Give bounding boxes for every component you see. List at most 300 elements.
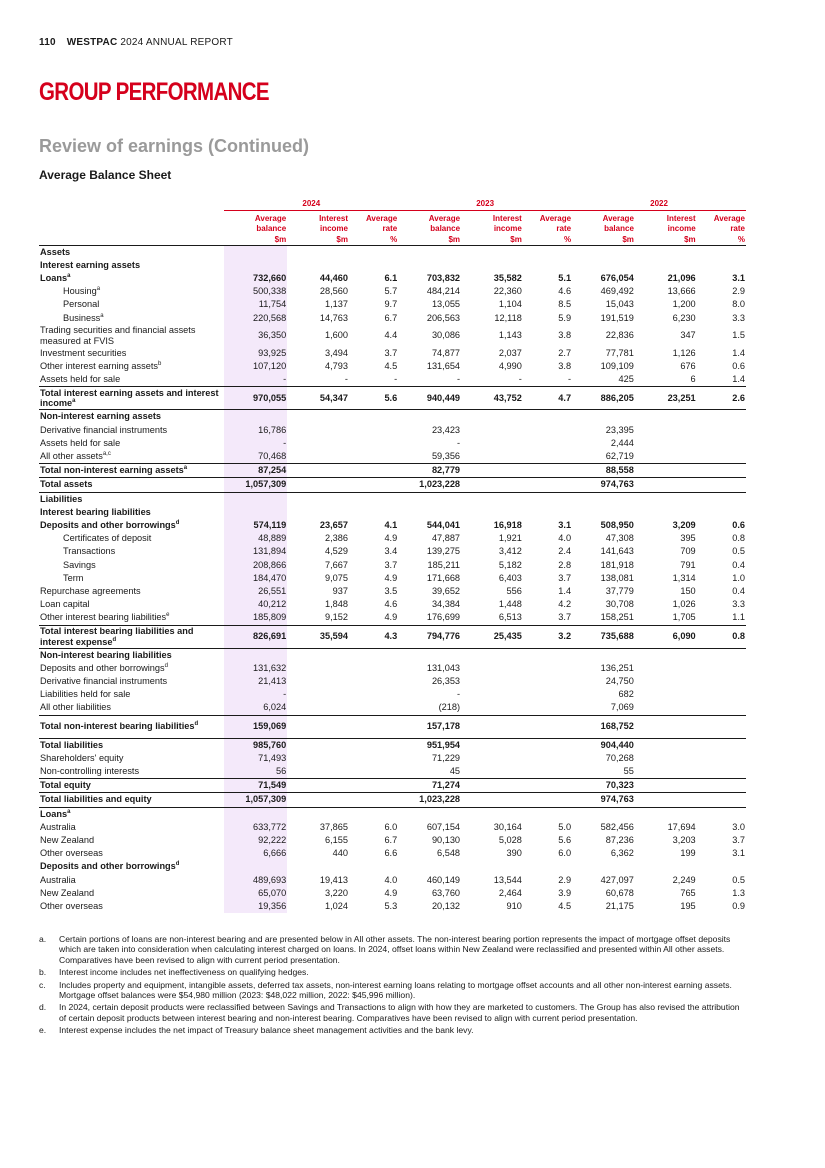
- table-cell: 6,403: [498, 572, 522, 583]
- table-row: [39, 874, 746, 887]
- table-cell: [349, 807, 398, 821]
- table-row: [39, 765, 746, 779]
- page-header: [39, 37, 233, 48]
- table-cell: 4.0: [384, 874, 398, 885]
- table-cell: 55: [623, 766, 634, 776]
- table-cell: 87,254: [224, 464, 287, 478]
- table-cell: [349, 648, 398, 662]
- table-cell: [523, 779, 572, 793]
- table-cell: 1,024: [324, 901, 348, 912]
- column-header-l1: Interest: [666, 214, 696, 223]
- table-cell: 460,149: [426, 874, 461, 885]
- table-cell: 70,323: [572, 779, 635, 793]
- table-cell: 6,513: [498, 612, 522, 623]
- row-label: [39, 298, 224, 311]
- row-label-text: Repurchase agreements: [40, 585, 141, 596]
- table-cell: [224, 648, 287, 662]
- table-cell: [287, 464, 349, 478]
- table-cell: 4,529: [324, 546, 348, 557]
- table-cell: [349, 450, 398, 464]
- row-label: [39, 387, 224, 410]
- table-cell: -: [224, 688, 287, 701]
- table-cell: [349, 437, 398, 450]
- table-cell: 3.4: [384, 546, 398, 557]
- table-cell: 2,249: [672, 874, 696, 885]
- column-header: [349, 211, 398, 246]
- column-header-l1: Average: [254, 214, 287, 223]
- row-label-text: All other assets: [40, 450, 103, 461]
- table-cell: [349, 765, 398, 779]
- table-cell: 23,423: [431, 424, 461, 435]
- table-cell: -: [568, 374, 572, 385]
- table-row: [39, 738, 746, 752]
- table-cell: 7,069: [610, 702, 634, 713]
- row-label: [39, 478, 224, 492]
- row-label-text: Non-controlling interests: [40, 766, 140, 776]
- column-header-l2: balance: [256, 223, 287, 233]
- row-label: [39, 506, 224, 519]
- column-header-l1: Average: [365, 214, 398, 223]
- table-cell: 90,130: [431, 835, 461, 846]
- row-label: [39, 360, 224, 373]
- table-row: [39, 779, 746, 793]
- column-header: [398, 211, 461, 246]
- table-cell: 22,360: [493, 286, 522, 297]
- table-cell: [461, 478, 523, 492]
- table-cell: [523, 245, 572, 259]
- table-cell: 159,069: [224, 715, 287, 738]
- table-cell: [697, 450, 746, 464]
- table-cell: 92,222: [224, 834, 287, 847]
- table-cell: 22,836: [605, 330, 634, 341]
- row-label: [39, 821, 224, 834]
- table-cell: 3.3: [732, 599, 745, 610]
- row-label: [39, 424, 224, 437]
- footnote-marker: d: [194, 721, 199, 728]
- table-row: [39, 410, 746, 424]
- table-cell: [523, 715, 572, 738]
- table-cell: 4.2: [558, 599, 572, 610]
- row-label: [39, 834, 224, 847]
- footnote-text: Certain portions of loans are non-interest bearing and are presented below in All other assets. The non-interest bearing portion represents the impact of mortgage offset deposits which are taken into consideration when calculating interest charged on loans. In 2024, offset loans within New Zealand were reclassified and presented within All other assets. Comparatives have been revised to align with current period presentation.: [59, 934, 731, 965]
- row-label-text: All other liabilities: [40, 702, 111, 713]
- table-cell: 13,544: [493, 874, 522, 885]
- table-cell: 109,109: [600, 360, 634, 371]
- table-cell: 8.5: [558, 299, 572, 310]
- footnote-key: c.: [39, 979, 46, 990]
- table-cell: 4.3: [349, 625, 398, 648]
- table-row: [39, 298, 746, 311]
- table-cell: -: [344, 374, 348, 385]
- column-header-l2: rate: [382, 223, 398, 233]
- row-label-text: Total liabilities: [40, 739, 104, 750]
- table-cell: [287, 715, 349, 738]
- table-cell: 484,214: [426, 286, 461, 297]
- table-cell: 3,209: [672, 519, 696, 530]
- table-row: [39, 887, 746, 900]
- table-cell: [697, 675, 746, 688]
- table-cell: 171,668: [426, 572, 461, 583]
- table-cell: 87,236: [605, 835, 634, 846]
- table-cell: 19,413: [319, 874, 348, 885]
- table-cell: [461, 860, 523, 873]
- table-cell: 390: [506, 848, 522, 859]
- year-header-2023: 2023: [398, 198, 572, 211]
- table-cell: [635, 793, 697, 807]
- table-cell: 8.0: [732, 299, 745, 310]
- table-cell: 3.8: [558, 360, 572, 371]
- table-cell: 19,356: [224, 900, 287, 913]
- table-cell: [287, 675, 349, 688]
- table-cell: [697, 492, 746, 506]
- table-row: [39, 793, 746, 807]
- table-cell: 220,568: [224, 312, 287, 325]
- table-cell: 6.6: [384, 848, 398, 859]
- table-cell: [697, 807, 746, 821]
- table-cell: 6.7: [384, 835, 398, 846]
- table-cell: [635, 492, 697, 506]
- row-label: [39, 765, 224, 779]
- table-cell: 35,594: [287, 625, 349, 648]
- table-cell: (218): [438, 702, 461, 713]
- table-cell: 23,395: [605, 424, 634, 435]
- table-cell: 77,781: [605, 347, 634, 358]
- table-cell: 676,054: [600, 272, 634, 283]
- table-cell: 21,096: [667, 272, 696, 283]
- table-row: [39, 648, 746, 662]
- table-cell: [287, 688, 349, 701]
- table-cell: 791: [680, 559, 696, 570]
- table-cell: 1.0: [732, 572, 745, 583]
- table-cell: 2,444: [610, 437, 634, 448]
- table-cell: [523, 437, 572, 450]
- table-cell: [287, 793, 349, 807]
- table-cell: [224, 506, 287, 519]
- table-cell: 131,894: [224, 545, 287, 558]
- table-cell: [635, 648, 697, 662]
- page-subtitle: Review of earnings (Continued): [39, 136, 310, 156]
- row-label-text: Total interest earning assets and interest income: [40, 387, 219, 409]
- row-label: [39, 662, 224, 675]
- table-cell: 3.1: [732, 848, 745, 859]
- table-cell: 107,120: [224, 360, 287, 373]
- table-cell: 88,558: [572, 464, 635, 478]
- table-cell: [635, 675, 697, 688]
- table-cell: [461, 662, 523, 675]
- row-label: [39, 887, 224, 900]
- table-cell: [349, 752, 398, 765]
- table-cell: 1,921: [498, 533, 522, 544]
- table-cell: 20,132: [431, 901, 461, 912]
- table-cell: 44,460: [319, 272, 348, 283]
- row-label: [39, 715, 224, 738]
- table-cell: 951,954: [398, 738, 461, 752]
- table-cell: 1,126: [672, 347, 696, 358]
- row-label-text: Loans: [40, 272, 68, 283]
- table-cell: 185,809: [224, 611, 287, 625]
- table-cell: [287, 437, 349, 450]
- table-cell: 703,832: [426, 272, 461, 283]
- row-label: [39, 793, 224, 807]
- table-row: [39, 272, 746, 285]
- row-label: [39, 410, 224, 424]
- table-cell: [635, 860, 697, 873]
- column-header-unit: $m: [274, 235, 287, 244]
- table-cell: 6,666: [224, 847, 287, 860]
- table-row: [39, 464, 746, 478]
- table-cell: 4.6: [558, 286, 572, 297]
- table-cell: 16,918: [493, 519, 522, 530]
- table-cell: 2,386: [324, 533, 348, 544]
- table-cell: 3.3: [732, 312, 745, 323]
- row-label: [39, 272, 224, 285]
- row-label: [39, 874, 224, 887]
- table-cell: 794,776: [398, 625, 461, 648]
- column-header: [287, 211, 349, 246]
- table-cell: [523, 259, 572, 272]
- table-cell: [635, 259, 697, 272]
- label-column-header: [39, 198, 224, 211]
- table-row: [39, 347, 746, 360]
- table-title: Average Balance Sheet: [39, 168, 172, 182]
- table-cell: 6,230: [672, 312, 696, 323]
- table-cell: 141,643: [600, 546, 634, 557]
- column-header-unit: %: [390, 235, 398, 244]
- column-header-l1: Interest: [319, 214, 348, 223]
- table-cell: [398, 860, 461, 873]
- table-cell: [523, 464, 572, 478]
- row-label-text: Total non-interest bearing liabilities: [40, 721, 195, 732]
- row-label-text: Australia: [40, 821, 76, 832]
- table-cell: [461, 648, 523, 662]
- table-cell: [461, 752, 523, 765]
- table-cell: 1.4: [732, 374, 745, 385]
- row-label: [39, 585, 224, 598]
- row-label: [39, 648, 224, 662]
- table-cell: [523, 492, 572, 506]
- row-label-text: Total assets: [40, 479, 93, 490]
- table-cell: [349, 675, 398, 688]
- row-label: [39, 625, 224, 648]
- table-cell: 970,055: [224, 387, 287, 410]
- table-cell: 395: [680, 533, 696, 544]
- table-cell: [697, 410, 746, 424]
- table-cell: [635, 701, 697, 715]
- row-label-text: Business: [63, 312, 101, 323]
- column-header: [224, 211, 287, 246]
- table-cell: 30,086: [431, 330, 461, 341]
- table-cell: 0.4: [732, 585, 745, 596]
- footnote-text: Interest expense includes the net impact of Treasury balance sheet management activities and the bank levy.: [59, 1025, 474, 1036]
- table-cell: 30,708: [605, 599, 634, 610]
- table-cell: 2.6: [697, 387, 746, 410]
- table-cell: 184,470: [224, 572, 287, 585]
- table-cell: 71,493: [224, 752, 287, 765]
- footnote-text: Interest income includes net ineffectiveness on qualifying hedges.: [59, 967, 309, 978]
- table-cell: [697, 464, 746, 478]
- table-cell: [287, 779, 349, 793]
- row-label: [39, 701, 224, 715]
- table-cell: 9,152: [324, 612, 348, 623]
- table-cell: 13,666: [667, 286, 696, 297]
- table-cell: 131,654: [426, 360, 461, 371]
- table-row: [39, 860, 746, 873]
- table-cell: 5,182: [498, 559, 522, 570]
- table-cell: [697, 715, 746, 738]
- table-cell: [287, 410, 349, 424]
- column-header-l2: income: [667, 223, 696, 233]
- table-cell: [287, 662, 349, 675]
- footnote-text: Includes property and equipment, intangible assets, deferred tax assets, non-interest earning loans relating to mortgage offset accounts and all other non-interest earning assets. Mortgage offset balances were $54,980 million (2023: $48,022 million, 2022: $45,996 million).: [59, 979, 732, 1001]
- table-cell: 5,028: [498, 835, 522, 846]
- table-cell: [697, 860, 746, 873]
- table-cell: 3.0: [732, 821, 745, 832]
- table-cell: 582,456: [600, 821, 634, 832]
- table-cell: 5.6: [349, 387, 398, 410]
- row-label-text: Other overseas: [40, 901, 103, 912]
- table-cell: 6,090: [635, 625, 697, 648]
- table-cell: 1,104: [498, 299, 522, 310]
- table-cell: 0.5: [732, 546, 745, 557]
- table-cell: [635, 662, 697, 675]
- table-cell: [697, 478, 746, 492]
- table-cell: [461, 701, 523, 715]
- table-cell: 425: [618, 374, 634, 385]
- table-cell: [461, 259, 523, 272]
- table-cell: [635, 765, 697, 779]
- footnote-marker: d: [164, 662, 168, 669]
- table-row: [39, 506, 746, 519]
- row-label-text: Other overseas: [40, 848, 103, 859]
- table-cell: [523, 793, 572, 807]
- table-cell: [572, 410, 635, 424]
- table-row: [39, 611, 746, 625]
- table-cell: 168,752: [572, 715, 635, 738]
- table-cell: -: [518, 374, 522, 385]
- table-cell: [523, 752, 572, 765]
- footnote: [39, 967, 745, 977]
- table-cell: 0.6: [732, 360, 745, 371]
- table-row: [39, 285, 746, 298]
- row-label-text: Loan capital: [40, 599, 90, 610]
- table-cell: [635, 424, 697, 437]
- row-label-text: Total liabilities and equity: [40, 794, 152, 805]
- table-cell: [635, 752, 697, 765]
- table-cell: 633,772: [224, 821, 287, 834]
- row-label-text: Transactions: [63, 546, 116, 557]
- row-label-text: Assets: [40, 246, 71, 257]
- table-cell: 74,877: [431, 347, 461, 358]
- row-label-text: Housing: [63, 286, 97, 297]
- table-cell: -: [394, 374, 398, 385]
- table-cell: [635, 437, 697, 450]
- row-label-text: Non-interest earning assets: [40, 411, 162, 422]
- table-cell: 191,519: [600, 312, 634, 323]
- row-label: [39, 450, 224, 464]
- table-row: [39, 532, 746, 545]
- table-cell: 4.9: [384, 887, 398, 898]
- table-row: [39, 625, 746, 648]
- table-row: [39, 701, 746, 715]
- table-cell: [572, 807, 635, 821]
- table-cell: 45: [449, 766, 461, 776]
- table-cell: [461, 492, 523, 506]
- row-label: [39, 464, 224, 478]
- table-cell: [287, 478, 349, 492]
- table-cell: 732,660: [224, 272, 287, 285]
- table-cell: 3,494: [324, 347, 348, 358]
- table-cell: 54,347: [287, 387, 349, 410]
- table-cell: 39,652: [431, 585, 461, 596]
- column-header-l2: income: [319, 223, 348, 233]
- table-cell: [461, 793, 523, 807]
- table-cell: 1,448: [498, 599, 522, 610]
- table-cell: [572, 648, 635, 662]
- table-cell: 4.5: [558, 901, 572, 912]
- table-row: [39, 847, 746, 860]
- table-cell: 3,203: [672, 835, 696, 846]
- row-label-text: Investment securities: [40, 347, 127, 358]
- table-cell: [461, 437, 523, 450]
- table-cell: [398, 259, 461, 272]
- footnote-marker: a: [67, 272, 71, 279]
- table-cell: [697, 793, 746, 807]
- table-cell: [572, 860, 635, 873]
- footnote-marker: d: [175, 861, 180, 868]
- table-cell: 544,041: [426, 519, 461, 530]
- row-label: [39, 347, 224, 360]
- table-cell: [398, 648, 461, 662]
- table-cell: [635, 245, 697, 259]
- table-cell: 4,793: [324, 360, 348, 371]
- page-number: 110: [39, 37, 56, 48]
- table-cell: 5.1: [558, 272, 572, 283]
- table-cell: 3.7: [384, 559, 398, 570]
- row-label: [39, 437, 224, 450]
- column-header: [572, 211, 635, 246]
- table-cell: 940,449: [398, 387, 461, 410]
- table-cell: [349, 779, 398, 793]
- table-cell: 735,688: [572, 625, 635, 648]
- table-cell: [635, 410, 697, 424]
- table-cell: 2.9: [558, 874, 572, 885]
- row-label: [39, 860, 224, 873]
- column-header-unit: $m: [622, 235, 634, 244]
- table-cell: -: [224, 373, 287, 387]
- table-cell: [523, 675, 572, 688]
- table-cell: [697, 506, 746, 519]
- table-cell: 63,760: [431, 887, 461, 898]
- table-cell: 47,887: [431, 533, 461, 544]
- table-cell: 6,548: [437, 848, 461, 859]
- table-cell: [523, 807, 572, 821]
- footnote-marker: a,c: [102, 450, 111, 457]
- column-header: [523, 211, 572, 246]
- table-cell: [461, 410, 523, 424]
- row-label-text: Total equity: [40, 780, 91, 791]
- table-cell: 985,760: [224, 738, 287, 752]
- table-cell: 3.7: [558, 612, 572, 623]
- table-row: [39, 598, 746, 611]
- table-cell: 48,889: [224, 532, 287, 545]
- table-cell: 1,057,309: [224, 793, 287, 807]
- row-label-text: Other interest earning assets: [40, 360, 158, 371]
- table-cell: 4.7: [523, 387, 572, 410]
- table-cell: 676: [680, 360, 696, 371]
- table-cell: 1.3: [732, 887, 745, 898]
- table-row: [39, 478, 746, 492]
- table-row: [39, 752, 746, 765]
